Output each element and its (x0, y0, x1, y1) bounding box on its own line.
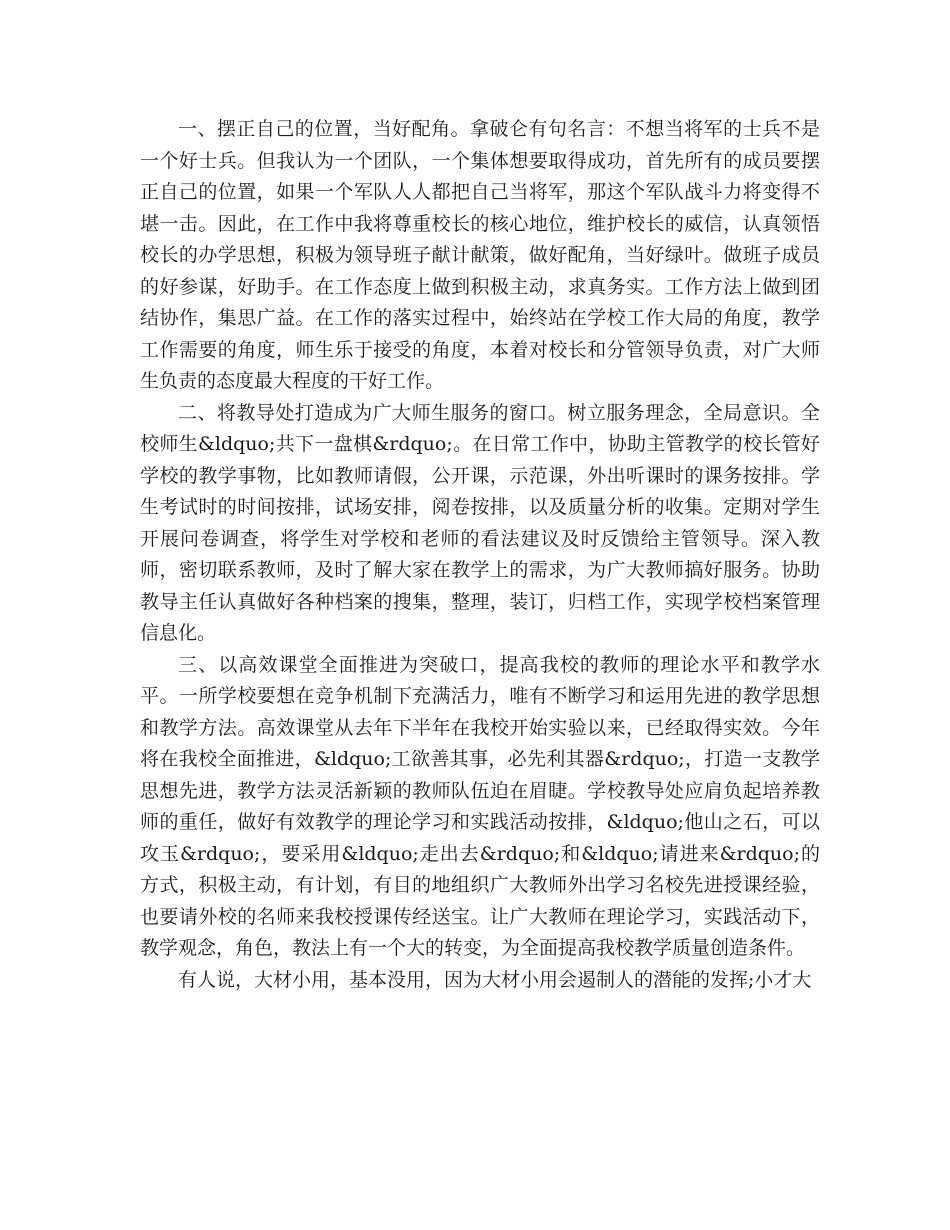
document-body (140, 114, 820, 996)
paragraph-2: 二、将教导处打造成为广大师生服务的窗口。树立服务理念，全局意识。全校师生&ldquo;共下一盘棋&rdquo;。在日常工作中，协助主管教学的校长管好学校的教学事物，比如教师请假，公开课，示范课，外出听课时的课务按排。学生考试时的时间按排，试场安排，阅卷按排，以及质量分析的收集。定期对学生开展问卷调查，将学生对学校和老师的看法建议及时反馈给主管领导。深入教师，密切联系教师，及时了解大家在教学上的需求，为广大教师搞好服务。协助教导主任认真做好各种档案的搜集，整理，装订，归档工作，实现学校档案管理信息化。 (140, 401, 820, 644)
paragraph-3: 三、以高效课堂全面推进为突破口，提高我校的教师的理论水平和教学水平。一所学校要想在竞争机制下充满活力，唯有不断学习和运用先进的教学思想和教学方法。高效课堂从去年下半年在我校开始实验以来，已经取得实效。今年将在我校全面推进，&ldquo;工欲善其事，必先利其器&rdquo;，打造一支教学思想先进，教学方法灵活新颖的教师队伍迫在眉睫。学校教导处应肩负起培养教师的重任，做好有效教学的理论学习和实践活动按排，&ldquo;他山之石，可以攻玉&rdquo;，要采用&ldquo;走出去&rdquo;和&ldquo;请进来&rdquo;的方式，积极主动，有计划，有目的地组织广大教师外出学习名校先进授课经验，也要请外校的名师来我校授课传经送宝。让广大教师在理论学习，实践活动下，教学观念，角色，教法上有一个大的转变，为全面提高我校教学质量创造条件。 (140, 653, 820, 959)
paragraph-1: 一、摆正自己的位置，当好配角。拿破仑有句名言：不想当将军的士兵不是一个好士兵。但我认为一个团队，一个集体想要取得成功，首先所有的成员要摆正自己的位置，如果一个军队人人都把自己当将军，那这个军队战斗力将变得不堪一击。因此，在工作中我将尊重校长的核心地位，维护校长的威信，认真领悟校长的办学思想，积极为领导班子献计献策，做好配角，当好绿叶。做班子成员的好参谋，好助手。在工作态度上做到积极主动，求真务实。工作方法上做到团结协作，集思广益。在工作的落实过程中，始终站在学校工作大局的角度，教学工作需要的角度，师生乐于接受的角度，本着对校长和分管领导负责，对广大师生负责的态度最大程度的干好工作。 (140, 118, 820, 392)
paragraph-4: 有人说，大材小用，基本没用，因为大材小用会遏制人的潜能的发挥;小才大 (178, 968, 812, 991)
